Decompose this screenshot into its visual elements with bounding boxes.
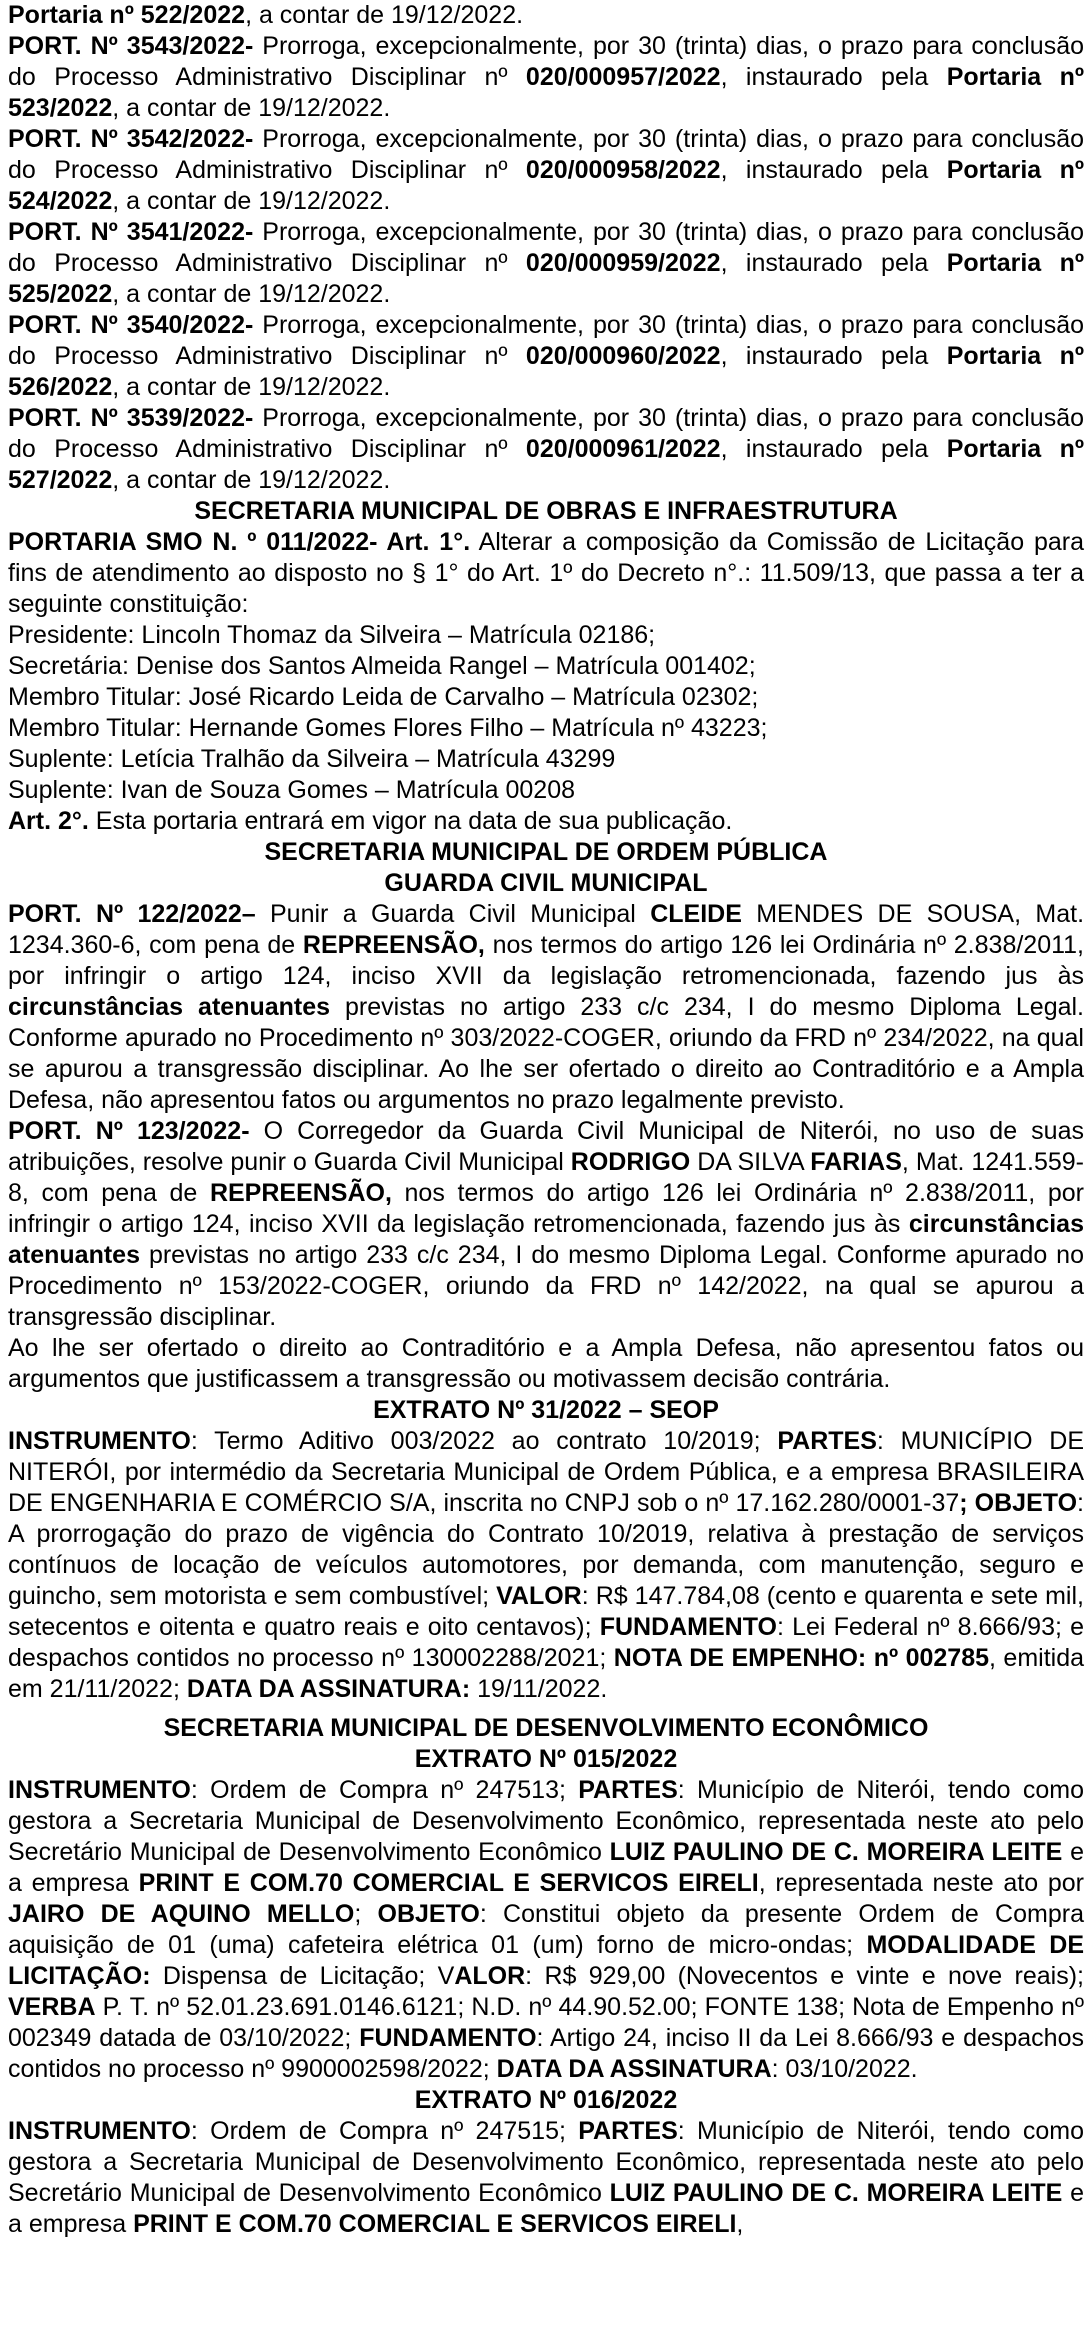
section-heading: [8, 868, 1084, 899]
bold-text-run: PORT. Nº 3541/2022-: [8, 218, 254, 246]
text-run: , instaurado pela: [720, 63, 947, 91]
bold-text-run: PORT. Nº 3542/2022-: [8, 125, 254, 153]
text-run: EXTRATO Nº 31/2022 – SEOP: [373, 1396, 719, 1424]
text-run: , instaurado pela: [720, 249, 947, 277]
paragraph: [8, 217, 1084, 310]
bold-text-run: Portaria nº 522/2022: [8, 1, 246, 29]
text-run: : Constitui objeto da presente Ordem de Compra aquisição de 01 (uma) cafeteira elétrica 01 (um) forno de micro-ondas;: [8, 1900, 1084, 1959]
text-run: SECRETARIA MUNICIPAL DE ORDEM PÚBLICA: [264, 838, 828, 866]
text-run: : Município de Niterói, tendo como gestora a Secretaria Municipal de Desenvolvimento Econômico, representada neste ato pelo Secretário Municipal de Desenvolvimento Econômico: [8, 1776, 1084, 1866]
bold-text-run: circunstâncias atenuantes: [8, 1210, 1084, 1269]
bold-text-run: FARIAS: [810, 1148, 902, 1176]
paragraph: [8, 682, 1084, 713]
text-run: , Mat. 1241.559-8, com pena de: [8, 1148, 1084, 1207]
bold-text-run: OBJETO: [377, 1900, 480, 1928]
text-run: Prorroga, excepcionalmente, por 30 (trinta) dias, o prazo para conclusão do Processo Administrativo Disciplinar nº: [8, 218, 1085, 277]
bold-text-run: PRINT E COM.70 COMERCIAL E SERVICOS EIRELI: [138, 1869, 759, 1897]
bold-text-run: NOTA DE EMPENHO: nº 002785: [613, 1644, 990, 1672]
text-run: Suplente: Letícia Tralhão da Silveira – Matrícula 43299: [8, 745, 616, 773]
text-run: GUARDA CIVIL MUNICIPAL: [384, 869, 708, 897]
paragraph: [8, 0, 1084, 31]
bold-text-run: Portaria nº 525/2022: [8, 249, 1084, 308]
section-heading: [8, 496, 1084, 527]
text-run: : Artigo 24, inciso II da Lei 8.666/93 e despachos contidos no processo nº 9900002598/2022;: [8, 2024, 1084, 2083]
bold-text-run: DATA DA ASSINATURA:: [186, 1675, 471, 1703]
text-run: EXTRATO Nº 016/2022: [414, 2086, 678, 2114]
text-run: DA SILVA: [690, 1148, 811, 1176]
bold-text-run: 020/000960/2022: [525, 342, 721, 370]
section-heading: [8, 1395, 1084, 1426]
bold-text-run: ; OBJETO: [959, 1489, 1078, 1517]
text-run: Ao lhe ser ofertado o direito ao Contraditório e a Ampla Defesa, não apresentou fatos ou argumentos que justificassem a transgressão ou motivassem decisão contrária.: [8, 1334, 1084, 1393]
bold-text-run: ALOR: [454, 1962, 526, 1990]
text-run: nos termos do artigo 126 lei Ordinária nº 2.838/2011, por infringir o artigo 124, inciso XVII da legislação retromencionada, fazendo jus às: [8, 931, 1084, 990]
text-run: : Lei Federal nº 8.666/93; e despachos contidos no processo nº 130002288/2021;: [8, 1613, 1084, 1672]
text-run: Membro Titular: José Ricardo Leida de Carvalho – Matrícula 02302;: [8, 683, 759, 711]
paragraph: [8, 775, 1084, 806]
bold-text-run: CLEIDE: [650, 900, 742, 928]
text-run: , a contar de 19/12/2022.: [112, 94, 391, 122]
section-heading: [8, 837, 1084, 868]
paragraph: [8, 403, 1084, 496]
paragraph: [8, 1116, 1084, 1333]
bold-text-run: REPREENSÃO,: [302, 931, 485, 959]
paragraph: [8, 651, 1084, 682]
paragraph: [8, 310, 1084, 403]
bold-text-run: PORT. Nº 3540/2022-: [8, 311, 254, 339]
text-run: Secretária: Denise dos Santos Almeida Rangel – Matrícula 001402;: [8, 652, 756, 680]
text-run: Punir a Guarda Civil Municipal: [255, 900, 651, 928]
bold-text-run: Art. 2°.: [8, 807, 89, 835]
text-run: O Corregedor da Guarda Civil Municipal de Niterói, no uso de suas atribuições, resolve punir o Guarda Civil Municipal: [8, 1117, 1084, 1176]
section-heading: [8, 1744, 1084, 1775]
bold-text-run: PRINT E COM.70 COMERCIAL E SERVICOS EIRELI: [133, 2210, 737, 2238]
bold-text-run: FUNDAMENTO: [359, 2024, 537, 2052]
bold-text-run: circunstâncias atenuantes: [8, 993, 331, 1021]
text-run: : A prorrogação do prazo de vigência do Contrato 10/2019, relativa à prestação de serviços contínuos de locação de veículos automotores, por demanda, com manutenção, seguro e guincho, sem motorista e sem combustível;: [8, 1489, 1084, 1610]
bold-text-run: LUIZ PAULINO DE C. MOREIRA LEITE: [609, 2179, 1063, 2207]
bold-text-run: PARTES: [578, 1776, 678, 1804]
text-run: : 03/10/2022.: [771, 2055, 918, 2083]
text-run: EXTRATO Nº 015/2022: [414, 1745, 678, 1773]
text-run: , instaurado pela: [720, 156, 947, 184]
bold-text-run: PORTARIA SMO N. º 011/2022- Art. 1°.: [8, 528, 471, 556]
paragraph: [8, 527, 1084, 620]
bold-text-run: 020/000961/2022: [525, 435, 721, 463]
text-run: Prorroga, excepcionalmente, por 30 (trinta) dias, o prazo para conclusão do Processo Administrativo Disciplinar nº: [8, 125, 1085, 184]
bold-text-run: PORT. Nº 122/2022–: [8, 900, 256, 928]
text-run: , a contar de 19/12/2022.: [112, 280, 391, 308]
bold-text-run: 020/000958/2022: [525, 156, 721, 184]
section-heading: [8, 2085, 1084, 2116]
bold-text-run: JAIRO DE AQUINO MELLO: [8, 1900, 355, 1928]
text-run: , instaurado pela: [720, 435, 947, 463]
text-run: , a contar de 19/12/2022.: [112, 466, 391, 494]
text-run: , a contar de 19/12/2022.: [112, 373, 391, 401]
text-run: Prorroga, excepcionalmente, por 30 (trinta) dias, o prazo para conclusão do Processo Administrativo Disciplinar nº: [8, 404, 1085, 463]
paragraph: [8, 620, 1084, 651]
text-run: MENDES DE SOUSA, Mat. 1234.360-6, com pena de: [8, 900, 1085, 959]
text-run: , instaurado pela: [720, 342, 947, 370]
bold-text-run: DATA DA ASSINATURA: [496, 2055, 772, 2083]
text-run: Dispensa de Licitação; V: [150, 1962, 455, 1990]
bold-text-run: VALOR: [496, 1582, 582, 1610]
bold-text-run: Portaria nº 523/2022: [8, 63, 1084, 122]
text-run: : Município de Niterói, tendo como gestora a Secretaria Municipal de Desenvolvimento Econômico, representada neste ato pelo Secretário Municipal de Desenvolvimento Econômico: [8, 2117, 1084, 2207]
text-run: Prorroga, excepcionalmente, por 30 (trinta) dias, o prazo para conclusão do Processo Administrativo Disciplinar nº: [8, 311, 1085, 370]
text-run: Suplente: Ivan de Souza Gomes – Matrícula 00208: [8, 776, 576, 804]
paragraph: [8, 124, 1084, 217]
text-run: Prorroga, excepcionalmente, por 30 (trinta) dias, o prazo para conclusão do Processo Administrativo Disciplinar nº: [8, 32, 1085, 91]
text-run: P. T. nº 52.01.23.691.0146.6121; N.D. nº 44.90.52.00; FONTE 138; Nota de Empenho nº 002349 datada de 03/10/2022;: [8, 1993, 1084, 2052]
text-run: : Ordem de Compra nº 247515;: [190, 2117, 579, 2145]
bold-text-run: 020/000957/2022: [525, 63, 721, 91]
paragraph: [8, 806, 1084, 837]
bold-text-run: VERBA: [8, 1993, 96, 2021]
bold-text-run: RODRIGO: [570, 1148, 691, 1176]
text-run: SECRETARIA MUNICIPAL DE OBRAS E INFRAESTRUTURA: [194, 497, 898, 525]
bold-text-run: PORT. Nº 123/2022-: [8, 1117, 250, 1145]
text-run: : Ordem de Compra nº 247513;: [190, 1776, 579, 1804]
paragraph: [8, 31, 1084, 124]
bold-text-run: 020/000959/2022: [525, 249, 721, 277]
text-run: , representada neste ato por: [758, 1869, 1084, 1897]
bold-text-run: INSTRUMENTO: [8, 2117, 191, 2145]
text-run: SECRETARIA MUNICIPAL DE DESENVOLVIMENTO ECONÔMICO: [163, 1714, 929, 1742]
text-run: , a contar de 19/12/2022.: [112, 187, 391, 215]
text-run: , a contar de 19/12/2022.: [245, 1, 524, 29]
paragraph: [8, 1333, 1084, 1395]
text-run: e a empresa: [8, 2179, 1084, 2238]
text-run: ;: [354, 1900, 378, 1928]
text-run: previstas no artigo 233 c/c 234, I do mesmo Diploma Legal. Conforme apurado no Procedimento nº 153/2022-COGER, oriundo da FRD nº 142/2022, na qual se apurou a transgressão disciplinar.: [8, 1241, 1084, 1331]
bold-text-run: REPREENSÃO,: [209, 1179, 392, 1207]
bold-text-run: PORT. Nº 3539/2022-: [8, 404, 254, 432]
text-run: Presidente: Lincoln Thomaz da Silveira – Matrícula 02186;: [8, 621, 656, 649]
bold-text-run: Portaria nº 526/2022: [8, 342, 1084, 401]
text-run: 19/11/2022.: [470, 1675, 608, 1703]
text-run: e a empresa: [8, 1838, 1084, 1897]
paragraph: [8, 713, 1084, 744]
bold-text-run: MODALIDADE DE LICITAÇÃO:: [8, 1931, 1084, 1990]
text-run: previstas no artigo 233 c/c 234, I do mesmo Diploma Legal. Conforme apurado no Procedimento nº 303/2022-COGER, oriundo da FRD nº 234/2022, na qual se apurou a transgressão disciplinar. Ao lhe ser ofertado o direito ao Contraditório e a Ampla Defesa, não apresentou fatos ou argumentos no prazo legalmente previsto.: [8, 993, 1085, 1114]
text-run: Alterar a composição da Comissão de Licitação para fins de atendimento ao disposto no § 1° do Art. 1º do Decreto n°.: 11.509/13, que passa a ter a seguinte constituição:: [8, 528, 1084, 618]
text-run: Membro Titular: Hernande Gomes Flores Filho – Matrícula nº 43223;: [8, 714, 768, 742]
paragraph: [8, 744, 1084, 775]
text-run: : Termo Aditivo 003/2022 ao contrato 10/2019;: [190, 1427, 778, 1455]
paragraph: [8, 1426, 1084, 1705]
text-run: : R$ 147.784,08 (cento e quarenta e sete mil, setecentos e oitenta e quatro reais e oito centavos);: [8, 1582, 1084, 1641]
bold-text-run: INSTRUMENTO: [8, 1776, 191, 1804]
text-run: ,: [736, 2210, 744, 2238]
bold-text-run: FUNDAMENTO: [599, 1613, 777, 1641]
paragraph: [8, 1775, 1084, 2085]
bold-text-run: INSTRUMENTO: [8, 1427, 191, 1455]
paragraph: [8, 899, 1084, 1116]
bold-text-run: Portaria nº 524/2022: [8, 156, 1084, 215]
text-run: nos termos do artigo 126 lei Ordinária nº 2.838/2011, por infringir o artigo 124, inciso XVII da legislação retromencionada, fazendo jus às: [8, 1179, 1084, 1238]
bold-text-run: Portaria nº 527/2022: [8, 435, 1084, 494]
bold-text-run: PARTES: [578, 2117, 678, 2145]
text-run: , emitida em 21/11/2022;: [8, 1644, 1085, 1703]
paragraph: [8, 2116, 1084, 2240]
bold-text-run: LUIZ PAULINO DE C. MOREIRA LEITE: [609, 1838, 1063, 1866]
text-run: Esta portaria entrará em vigor na data de sua publicação.: [88, 807, 733, 835]
bold-text-run: PORT. Nº 3543/2022-: [8, 32, 254, 60]
bold-text-run: PARTES: [777, 1427, 877, 1455]
text-run: : R$ 929,00 (Novecentos e vinte e nove reais);: [525, 1962, 1084, 1990]
text-run: : MUNICÍPIO DE NITERÓI, por intermédio da Secretaria Municipal de Ordem Pública, e a empresa BRASILEIRA DE ENGENHARIA E COMÉRCIO S/A, inscrita no CNPJ sob o nº 17.162.280/0001-37: [8, 1427, 1084, 1517]
section-heading: [8, 1713, 1084, 1744]
